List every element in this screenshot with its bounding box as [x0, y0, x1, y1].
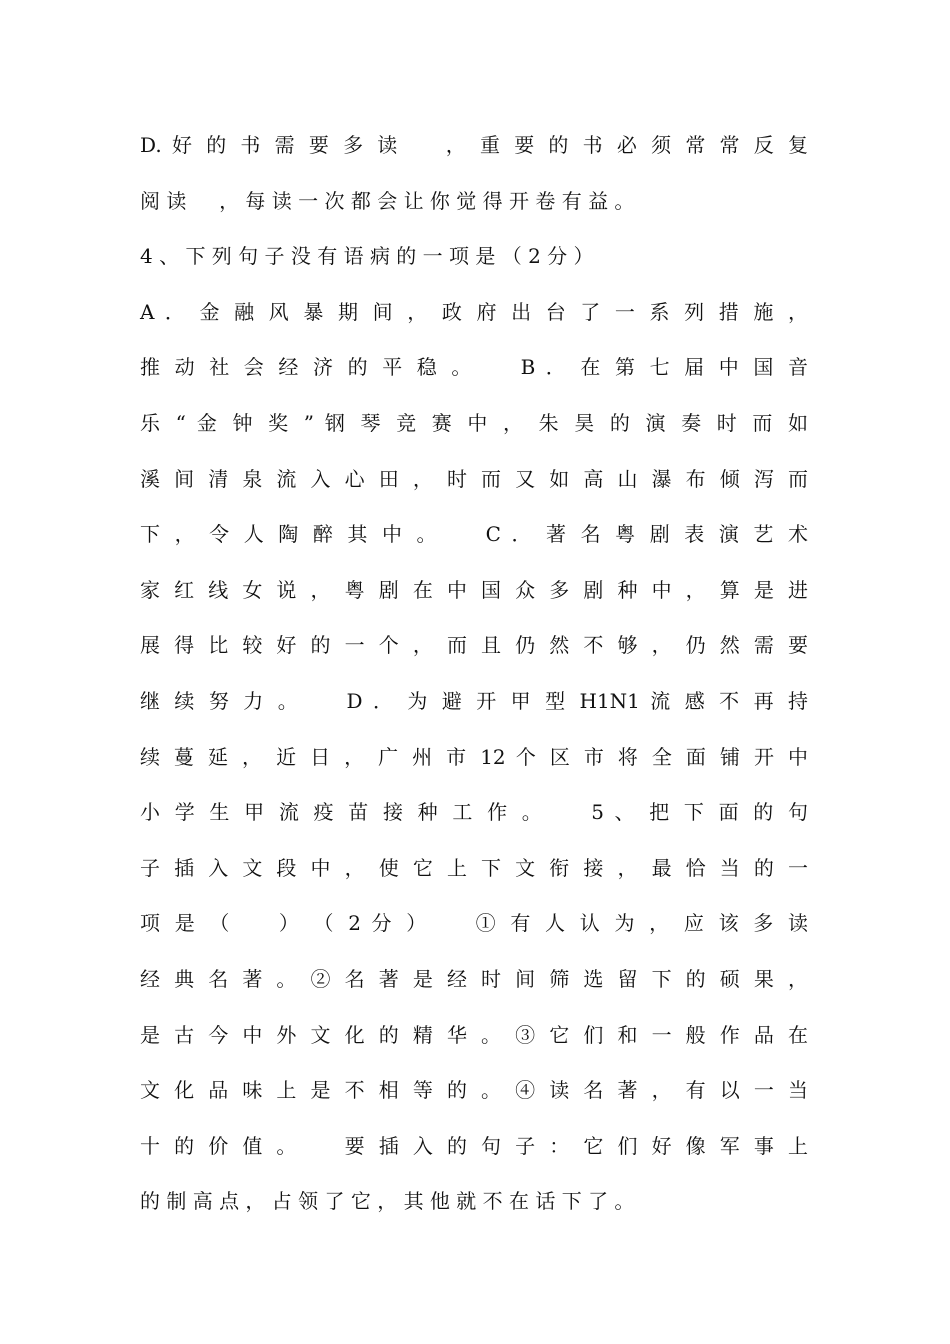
text-line-15: 项 是 （ ） （ 2 分 ） ① 有 人 认 为 ， 应 该 多 读 [140, 911, 808, 936]
text-line-9: 家 红 线 女 说 ， 粤 剧 在 中 国 众 多 剧 种 中 ， 算 是 进 [140, 577, 808, 602]
text-line-1: D. 好 的 书 需 要 多 读 ， 重 要 的 书 必 须 常 常 反 复 [140, 133, 808, 157]
question-4-heading: 4 、 下 列 句 子 没 有 语 病 的 一 项 是 （ 2 分 ） [140, 244, 594, 269]
text-line-8: 下 ， 令 人 陶 醉 其 中 。 C ． 著 名 粤 剧 表 演 艺 术 [140, 522, 808, 547]
text-line-11: 继 续 努 力 。 D ． 为 避 开 甲 型 H1N1 流 感 不 再 持 [140, 688, 808, 713]
text-line-13: 小 学 生 甲 流 疫 苗 接 种 工 作 。 5 、 把 下 面 的 句 [140, 800, 808, 825]
text-line-10: 展 得 比 较 好 的 一 个 ， 而 且 仍 然 不 够 ， 仍 然 需 要 [140, 633, 808, 658]
text-line-2: 阅 读 ， 每 读 一 次 都 会 让 你 觉 得 开 卷 有 益 。 [140, 188, 635, 213]
text-line-14: 子 插 入 文 段 中 ， 使 它 上 下 文 衔 接 ， 最 恰 当 的 一 [140, 855, 808, 880]
document-page [140, 118, 808, 1230]
text-line-6: 乐 “ 金 钟 奖 ” 钢 琴 竞 赛 中 ， 朱 昊 的 演 奏 时 而 如 [140, 410, 808, 435]
text-line-19: 十 的 价 值 。 要 插 入 的 句 子 ： 它 们 好 像 军 事 上 [140, 1133, 808, 1158]
text-line-7: 溪 间 清 泉 流 入 心 田 ， 时 而 又 如 高 山 瀑 布 倾 泻 而 [140, 466, 808, 491]
text-line-17: 是 古 今 中 外 文 化 的 精 华 。 ③ 它 们 和 一 般 作 品 在 [140, 1022, 808, 1047]
text-line-12: 续 蔓 延 ， 近 日 ， 广 州 市 12 个 区 市 将 全 面 铺 开 中 [140, 744, 808, 769]
text-line-5: 推 动 社 会 经 济 的 平 稳 。 B ． 在 第 七 届 中 国 音 [140, 355, 808, 380]
text-line-16: 经 典 名 著 。 ② 名 著 是 经 时 间 筛 选 留 下 的 硕 果 ， [140, 966, 808, 991]
text-line-20: 的 制 高 点 ， 占 领 了 它 ， 其 他 就 不 在 话 下 了 。 [140, 1189, 635, 1214]
text-line-4: A ． 金 融 风 暴 期 间 ， 政 府 出 台 了 一 系 列 措 施 ， [140, 299, 808, 324]
text-line-18: 文 化 品 味 上 是 不 相 等 的 。 ④ 读 名 著 ， 有 以 一 当 [140, 1078, 808, 1103]
